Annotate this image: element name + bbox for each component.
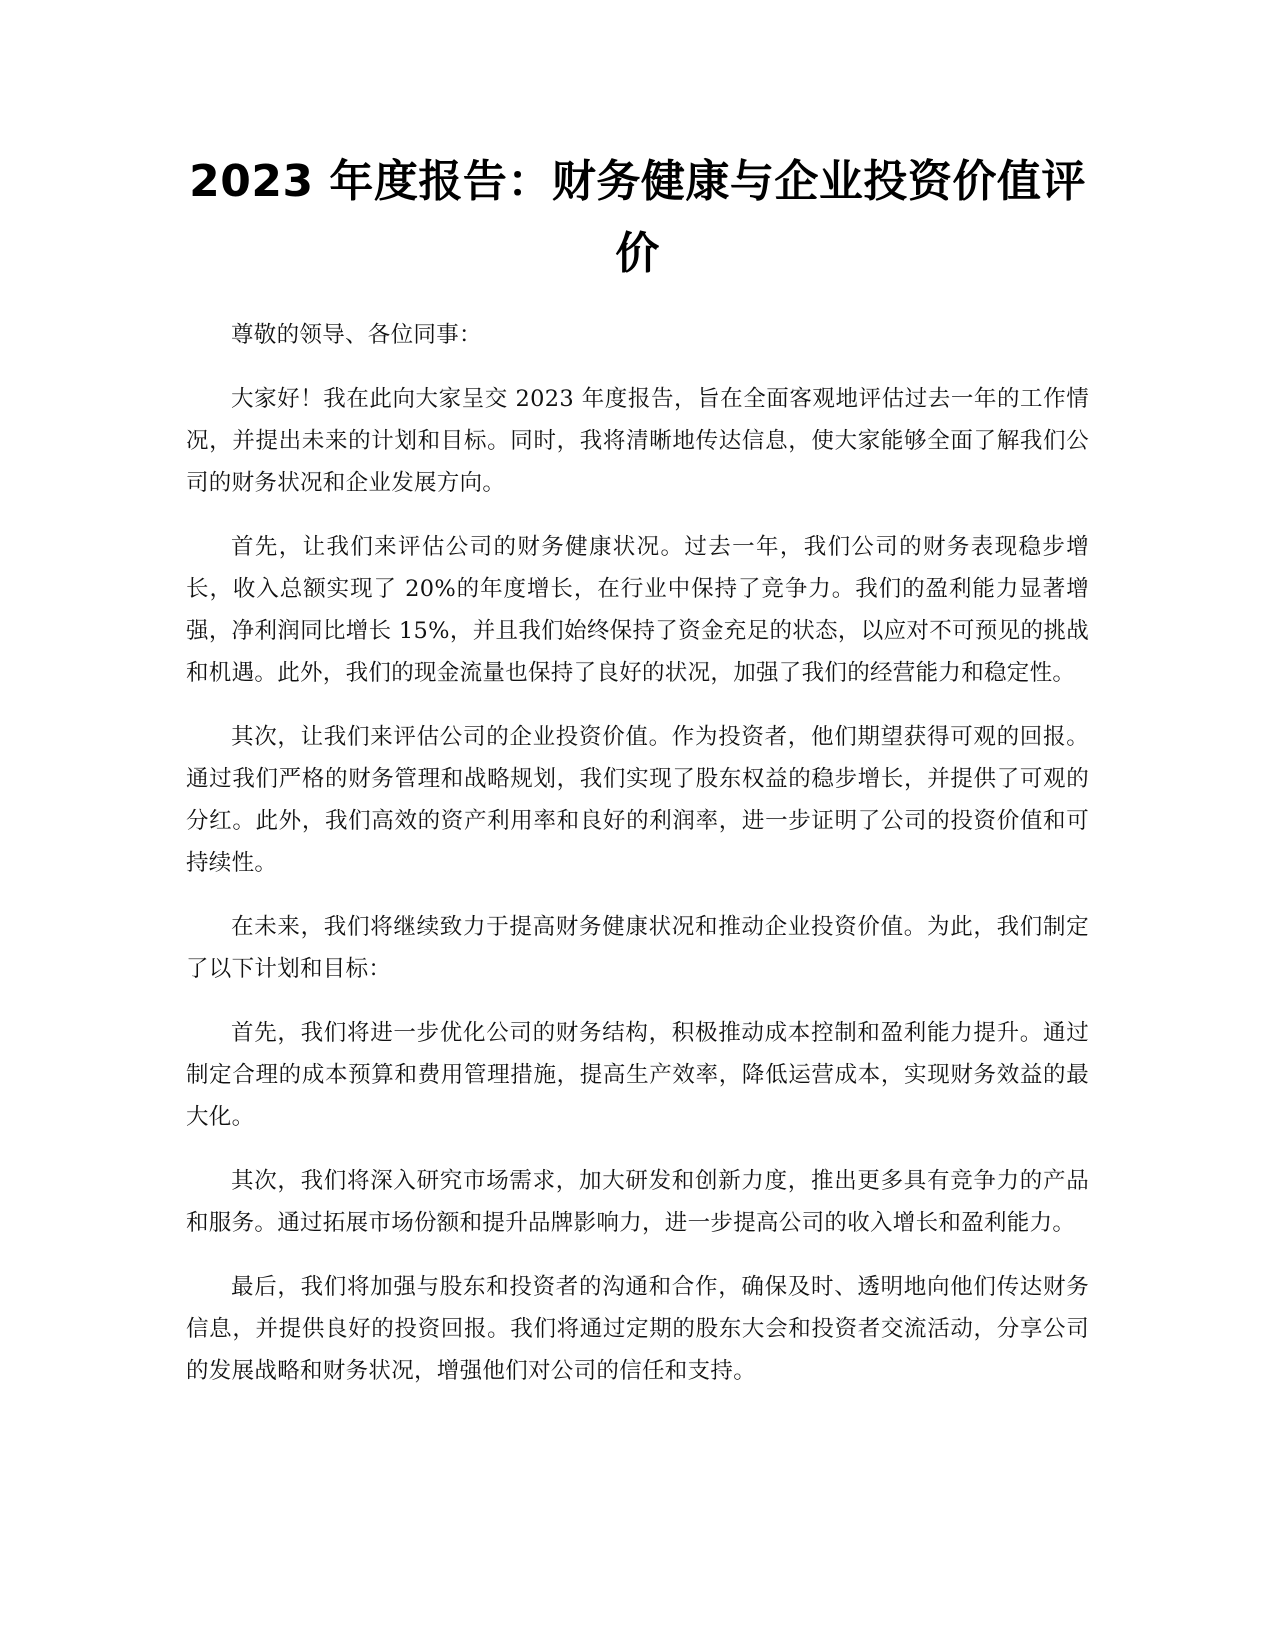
paragraph-financial-health: 首先，让我们来评估公司的财务健康状况。过去一年，我们公司的财务表现稳步增长，收入总额实现了 20%的年度增长，在行业中保持了竞争力。我们的盈利能力显著增强，净利润同比增长 15%，并且我们始终保持了资金充足的状态，以应对不可预见的挑战和机遇。此外，我们的现金流量也保持了良好的状况，加强了我们的经营能力和稳定性。 <box>186 534 1089 686</box>
document-body <box>186 314 1089 1392</box>
paragraph-plan-market-research: 其次，我们将深入研究市场需求，加大研发和创新力度，推出更多具有竞争力的产品和服务。通过拓展市场份额和提升品牌影响力，进一步提高公司的收入增长和盈利能力。 <box>186 1168 1089 1236</box>
paragraph-investment-value: 其次，让我们来评估公司的企业投资价值。作为投资者，他们期望获得可观的回报。通过我们严格的财务管理和战略规划，我们实现了股东权益的稳步增长，并提供了可观的分红。此外，我们高效的资产利用率和良好的利润率，进一步证明了公司的投资价值和可持续性。 <box>186 724 1089 876</box>
paragraph-future-plans: 在未来，我们将继续致力于提高财务健康状况和推动企业投资价值。为此，我们制定了以下计划和目标： <box>186 914 1089 982</box>
paragraph-plan-financial-structure: 首先，我们将进一步优化公司的财务结构，积极推动成本控制和盈利能力提升。通过制定合理的成本预算和费用管理措施，提高生产效率，降低运营成本，实现财务效益的最大化。 <box>186 1020 1089 1130</box>
salutation: 尊敬的领导、各位同事： <box>231 322 482 348</box>
paragraph-intro: 大家好！我在此向大家呈交 2023 年度报告，旨在全面客观地评估过去一年的工作情况，并提出未来的计划和目标。同时，我将清晰地传达信息，使大家能够全面了解我们公司的财务状况和企业发展方向。 <box>186 386 1089 496</box>
document-title: 2023 年度报告：财务健康与企业投资价值评价 <box>189 156 1086 279</box>
paragraph-plan-shareholder-communication: 最后，我们将加强与股东和投资者的沟通和合作，确保及时、透明地向他们传达财务信息，并提供良好的投资回报。我们将通过定期的股东大会和投资者交流活动，分享公司的发展战略和财务状况，增强他们对公司的信任和支持。 <box>186 1274 1089 1384</box>
